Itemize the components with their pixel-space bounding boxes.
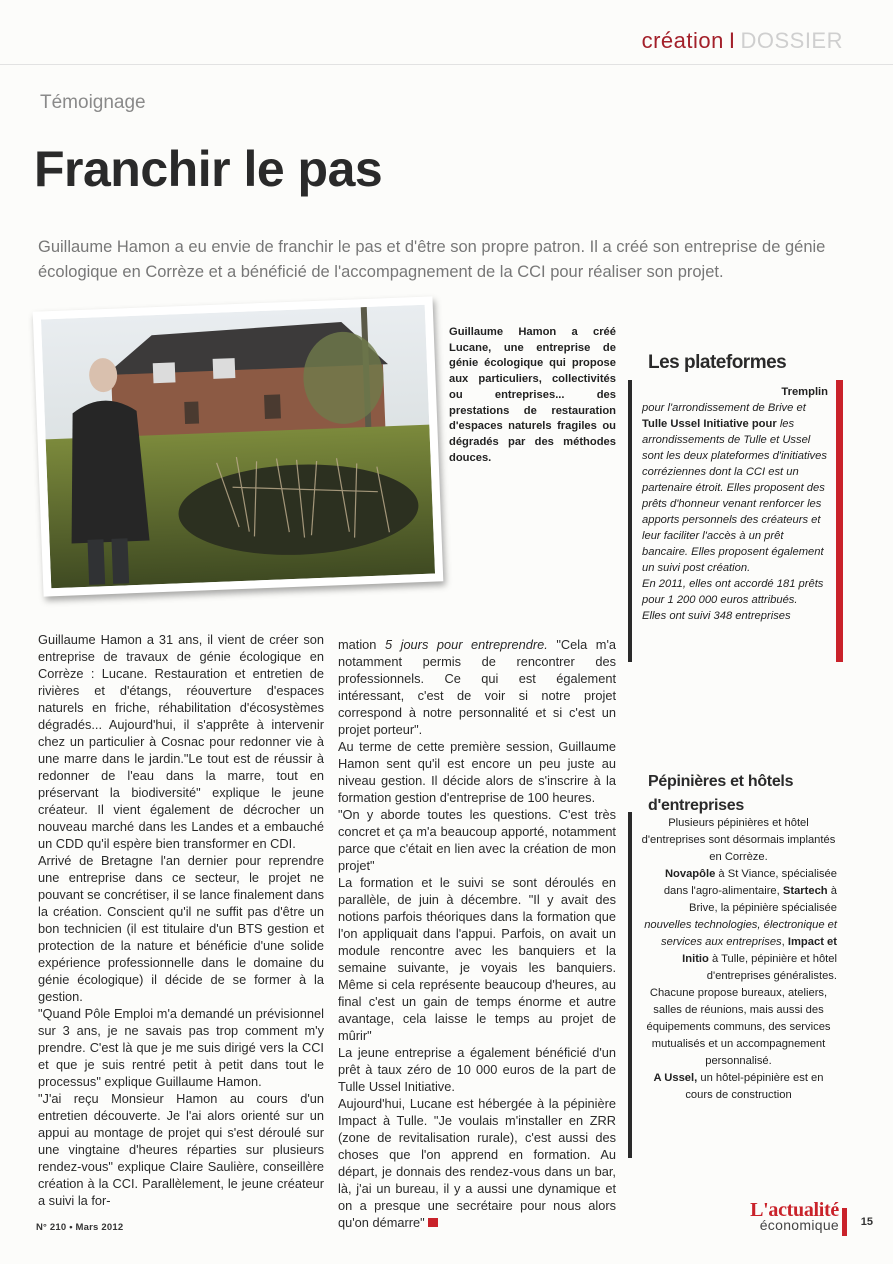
body-text: Aujourd'hui, Lucane est hébergée à la pépinière Impact à Tulle. "Je voulais m'installer en ZRR (zone de revitalisation rurale), c'est aussi des choses que l'on apprend en formation. Au départ, je donnais des rendez-vous dans un bar, là, j'ai un bureau, il y a aussi une dynamique et on a presque une secrétaire pour nous alors qu'on démarre" xyxy=(338,1096,616,1230)
pepinieres-intro: Plusieurs pépinières et hôtel d'entreprises sont désormais implantés en Corrèze. xyxy=(641,817,836,863)
article-intro: Guillaume Hamon a eu envie de franchir le pas et d'être son propre patron. Il a créé son entreprise de génie écologique en Corrèze et a bénéficié de l'accompagnement de la CCI pour réaliser son projet. xyxy=(38,238,826,281)
body-paragraph: La jeune entreprise a également bénéficié d'un prêt à taux zéro de 10 000 euros de la part de Tulle Ussel Initiative. xyxy=(338,1045,616,1094)
body-paragraph: Guillaume Hamon a 31 ans, il vient de créer son entreprise de travaux de génie écologique en Corrèze : Lucane. Restauration et entretien de rivières et d'étangs, réouverture d'espaces naturels en friche, réhabilitation d'écosystèmes dégradés... Aujourd'hui, il s'apprête à intervenir chez un particulier à Cosnac pour redonner vie à une marre dans le jardin."Le tout est de réussir à redonner de l'eau dans la marre, tout en préservant la biodiversité" explique le jeune créateur. Il vient également de décrocher un nouveau marché dans les Landes et a embauché un CDD qu'il espère bien transformer en CDI. xyxy=(38,632,324,851)
body-text: "Cela m'a notamment permis de rencontrer des professionnels. Ce qui est également intéressant, c'est de voir si notre projet correspond à notre personnalité et si c'est un projet porteur". xyxy=(338,637,617,737)
startech-specialty: nouvelles technologies, électronique et services aux entreprises xyxy=(644,919,837,948)
page-number: 15 xyxy=(860,1216,873,1228)
category-label: DOSSIER xyxy=(740,28,843,53)
tulle-ussel-label: Tulle Ussel Initiative pour xyxy=(642,418,777,430)
section-label: création xyxy=(641,28,724,53)
sidebar-pepinieres-title: Pépinières et hôtels d'entreprises xyxy=(648,773,794,814)
sidebar-plateformes xyxy=(628,380,843,662)
training-name: 5 jours pour entreprendre. xyxy=(384,637,548,652)
startech-label: Startech xyxy=(782,885,828,897)
body-text: mation xyxy=(338,637,385,652)
sidebar-pepinieres xyxy=(628,812,843,1158)
pepinieres-services: Chacune propose bureaux, ateliers, salles de réunions, mais aussi des équipements communs, des services mutualisés et un accompagnement personnalisé. xyxy=(646,987,831,1067)
startech-text: à Brive, la pépinière spécialisée xyxy=(688,885,837,914)
novapole-text: à St Viance, spécialisée dans l'agro-alimentaire, xyxy=(663,868,837,897)
pepinieres-ussel xyxy=(640,1070,837,1104)
body-paragraph: Au terme de cette première session, Guillaume Hamon sent qu'il est encore un peu juste au niveau gestion. Il décide alors de s'inscrire à la formation gestion d'entreprise de 100 heures. xyxy=(338,739,616,805)
sidebar-plateformes-title: Les plateformes xyxy=(648,352,787,373)
plateformes-text-2: les arrondissements de Tulle et Ussel sont les deux plateformes d'initiatives corréziennes dont la CCI est un partenaire étroit. xyxy=(642,418,827,494)
plateformes-text-3: Elles proposent des prêts d'honneur venant renforcer les apports personnels des créateurs et leur faciliter l'accès à un prêt bancaire. Elles proposent également un suivi post création. xyxy=(642,482,825,574)
article-kicker: Témoignage xyxy=(40,92,146,113)
article-column-left xyxy=(38,631,324,1209)
body-paragraph: "J'ai reçu Monsieur Hamon au cours d'un entretien découverte. Je l'ai alors orienté sur un appui au montage de projet qui s'est déroulé sur une vingtaine d'heures réparties sur plusieurs rendez-vous" explique Claire Saulière, conseillère création à la CCI. Parallèlement, le jeune créateur a suivi la for- xyxy=(38,1091,324,1208)
impact-initio-label: Impact et Initio xyxy=(682,936,837,965)
startech-sep: , xyxy=(781,936,788,948)
body-paragraph: "Quand Pôle Emploi m'a demandé un prévisionnel sur 3 ans, je ne savais pas trop comment m'y prendre. C'est là que je me suis dirigé vers la CCI et que je suis rentré petit à petit dans tout le processus" explique Guillaume Hamon. xyxy=(38,1006,324,1089)
section-separator: I xyxy=(728,28,736,53)
logo-line-1: L'actualité xyxy=(750,1199,839,1221)
plateformes-text-1: pour l'arrondissement de Brive et xyxy=(642,402,806,414)
pepinieres-list xyxy=(640,866,837,985)
body-paragraph: La formation et le suivi se sont déroulés en parallèle, de juin à décembre. "Il y avait des notions parfois théoriques dans la formation que l'on appliquait dans l'appui. Parfois, on avait un module rencontre avec les banquiers et la semaine suivante, je voyais les banquiers. Même si cela représente beaucoup d'heures, au final c'est un gain de temps énorme et autre avantage, cela laisse le temps au projet de mûrir" xyxy=(338,875,616,1043)
photo-illustration xyxy=(41,305,435,589)
body-paragraph: "On y aborde toutes les questions. C'est très concret et ça m'a beaucoup apporté, notamment parce que c'était en lien avec la création de mon projet" xyxy=(338,807,616,873)
section-header xyxy=(642,28,843,54)
article-photo xyxy=(33,296,444,596)
impact-initio-text: à Tulle, pépinière et hôtel d'entreprises généralistes. xyxy=(706,953,837,982)
novapole-label: Novapôle xyxy=(664,868,716,880)
logo-line-2: économique xyxy=(759,1217,839,1233)
header-divider xyxy=(0,64,893,65)
logo-bar xyxy=(842,1208,847,1236)
body-paragraph xyxy=(338,1095,616,1231)
footer-issue: N° 210 • Mars 2012 xyxy=(36,1222,124,1233)
photo-caption: Guillaume Hamon a créé Lucane, une entreprise de génie écologique qui propose aux particuliers, collectivités ou entreprises... des prestations de restauration d'espaces naturels fragiles ou dégradés par des méthodes douces. xyxy=(449,326,616,464)
article-column-middle xyxy=(338,636,616,1231)
body-paragraph: Arrivé de Bretagne l'an dernier pour reprendre une entreprise dans ce secteur, le projet ne pouvant se concrétiser, il se lance finalement dans la création. Conscient qu'il ne suffit pas d'être un bon technicien (il est titulaire d'un BTS gestion et protection de la nature et bénéficie d'une solide expérience professionnelle dans le domaine du génie écologique) il décide de se former à la gestion. xyxy=(38,853,324,1004)
article-title: Franchir le pas xyxy=(34,141,383,197)
body-paragraph xyxy=(338,636,616,738)
plateformes-text-5: Elles ont suivi 348 entreprises xyxy=(642,610,791,622)
magazine-logo xyxy=(750,1199,839,1233)
ussel-text: un hôtel-pépinière est en cours de construction xyxy=(685,1072,824,1101)
plateformes-text-4: En 2011, elles ont accordé 181 prêts pour 1 200 000 euros attribués. xyxy=(642,578,824,606)
tremplin-label: Tremplin xyxy=(781,386,828,398)
end-of-article-icon xyxy=(428,1218,438,1227)
ussel-label: A Ussel, xyxy=(653,1072,698,1084)
